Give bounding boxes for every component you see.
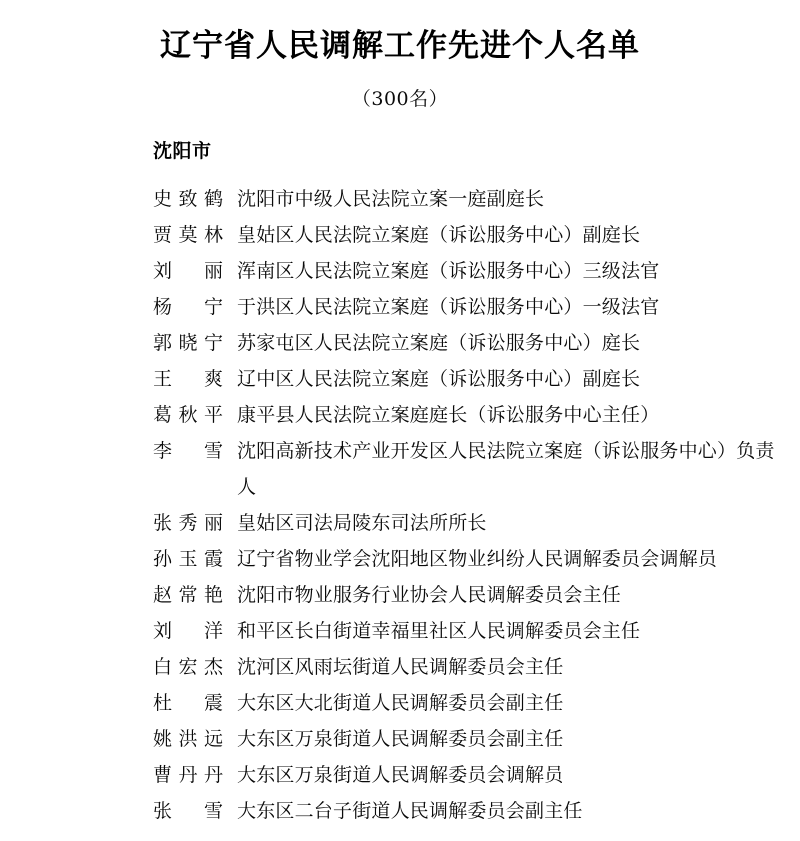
entry-name: 孙玉霞 xyxy=(153,548,223,571)
entry-list xyxy=(153,181,780,829)
list-item xyxy=(153,253,780,289)
entry-description: 辽宁省物业学会沈阳地区物业纠纷人民调解委员会调解员 xyxy=(237,548,718,571)
entry-name: 刘洋 xyxy=(153,620,223,643)
document-body xyxy=(0,142,800,829)
entry-description: 大东区二台子街道人民调解委员会副主任 xyxy=(237,800,583,823)
list-item xyxy=(153,721,780,757)
entry-description: 沈阳市中级人民法院立案一庭副庭长 xyxy=(237,188,545,211)
list-item xyxy=(153,433,780,505)
entry-name: 史致鹤 xyxy=(153,188,223,211)
entry-description: 沈河区风雨坛街道人民调解委员会主任 xyxy=(237,656,564,679)
list-item xyxy=(153,181,780,217)
entry-name: 郭晓宁 xyxy=(153,332,223,355)
list-item xyxy=(153,577,780,613)
list-item xyxy=(153,325,780,361)
list-item xyxy=(153,361,780,397)
entry-description: 辽中区人民法院立案庭（诉讼服务中心）副庭长 xyxy=(237,368,641,391)
entry-name: 刘丽 xyxy=(153,260,223,283)
list-item xyxy=(153,649,780,685)
list-item xyxy=(153,541,780,577)
entry-description: 沈阳高新技术产业开发区人民法院立案庭（诉讼服务中心）负责人 xyxy=(237,440,775,499)
entry-name: 贾莫林 xyxy=(153,224,223,247)
list-item xyxy=(153,793,780,829)
entry-name: 曹丹丹 xyxy=(153,764,223,787)
page-subtitle: （300名） xyxy=(351,87,449,110)
entry-description: 苏家屯区人民法院立案庭（诉讼服务中心）庭长 xyxy=(237,332,641,355)
entry-name: 赵常艳 xyxy=(153,584,223,607)
entry-name: 张秀丽 xyxy=(153,512,223,535)
list-item xyxy=(153,505,780,541)
entry-description: 康平县人民法院立案庭庭长（诉讼服务中心主任） xyxy=(237,404,660,427)
section-header: 沈阳市 xyxy=(153,140,212,163)
entry-name: 姚洪远 xyxy=(153,728,223,751)
entry-name: 杨宁 xyxy=(153,296,223,319)
entry-description: 皇姑区司法局陵东司法所所长 xyxy=(237,512,487,535)
entry-name: 张雪 xyxy=(153,800,223,823)
list-item xyxy=(153,289,780,325)
entry-description: 皇姑区人民法院立案庭（诉讼服务中心）副庭长 xyxy=(237,224,641,247)
entry-name: 李雪 xyxy=(153,440,223,463)
section-shenyang xyxy=(153,142,780,829)
list-item xyxy=(153,613,780,649)
list-item xyxy=(153,685,780,721)
entry-description: 沈阳市物业服务行业协会人民调解委员会主任 xyxy=(237,584,622,607)
entry-name: 杜震 xyxy=(153,692,223,715)
list-item xyxy=(153,757,780,793)
entry-description: 大东区大北街道人民调解委员会副主任 xyxy=(237,692,564,715)
entry-name: 白宏杰 xyxy=(153,656,223,679)
entry-name: 王爽 xyxy=(153,368,223,391)
entry-description: 大东区万泉街道人民调解委员会副主任 xyxy=(237,728,564,751)
entry-description: 大东区万泉街道人民调解委员会调解员 xyxy=(237,764,564,787)
entry-description: 和平区长白街道幸福里社区人民调解委员会主任 xyxy=(237,620,641,643)
list-item xyxy=(153,217,780,253)
page-title: 辽宁省人民调解工作先进个人名单 xyxy=(160,28,640,64)
title-block xyxy=(0,0,800,112)
entry-name: 葛秋平 xyxy=(153,404,223,427)
list-item xyxy=(153,397,780,433)
entry-description: 浑南区人民法院立案庭（诉讼服务中心）三级法官 xyxy=(237,260,660,283)
entry-description: 于洪区人民法院立案庭（诉讼服务中心）一级法官 xyxy=(237,296,660,319)
